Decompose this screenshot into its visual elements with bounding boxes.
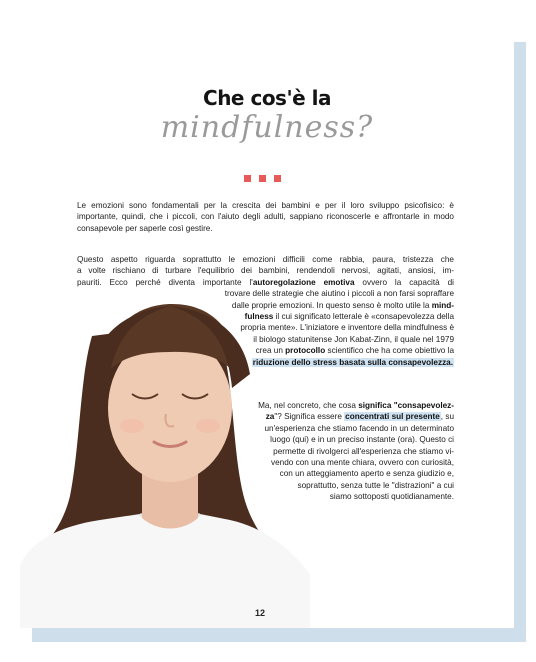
text-line	[77, 277, 454, 288]
paragraph-intro: Le emozioni sono fondamentali per la crescita dei bambini e per il loro sviluppo psicofisico: è importante, quindi, che i piccoli, con l'aiuto degli adulti, sappiano riconoscerle e affrontarle in modo consapevole per saperle così gestire.	[77, 201, 454, 233]
book-page	[20, 28, 514, 628]
bold-term: significa	[358, 401, 392, 410]
highlighted-term: riduzione dello stress basata sulla consapevolezza.	[252, 357, 453, 367]
text-span: dalle proprie emozioni. In questo senso è molto utile la	[231, 300, 432, 310]
text-span: Ma, nel concreto, che cosa	[258, 401, 359, 410]
text-line: un'esperienza che stiamo facendo in un determinato	[264, 423, 454, 433]
text-span: il cui significato letterale è «consapevolezza della	[273, 312, 454, 322]
page-title: Che cos'è la	[203, 86, 331, 110]
girl-illustration	[20, 296, 310, 628]
text-line: propria mente». L'iniziatore e inventore della mindfulness è	[240, 323, 454, 333]
dot-icon	[244, 175, 251, 182]
text-span: scientifico che ha come obiettivo la	[325, 346, 454, 356]
text-span: crea un	[255, 346, 286, 356]
bold-term: protocollo	[285, 346, 326, 356]
text-line: con un atteggiamento aperto e senza giudizio e,	[279, 469, 454, 479]
text-line: siamo sottoposti quotidianamente.	[329, 492, 454, 502]
text-span: pauriti. Ecco perché diventa importante l'	[77, 277, 253, 287]
dot-icon	[259, 175, 266, 182]
text-line: a volte rischiano di turbare l'equilibrio dei bambini, rendendoli nervosi, agitati, ansiosi, im-	[77, 266, 454, 276]
bold-term: autoregolazione emotiva	[252, 277, 355, 287]
text-line: soprattutto, senza tutte le "distrazioni" a cui	[297, 480, 454, 490]
text-line: Questo aspetto riguarda soprattutto le emozioni difficili come rabbia, paura, tristezza che	[77, 255, 454, 264]
text-line: permette di rivolgerci all'esperienza che stiamo vi-	[273, 446, 454, 456]
text-span: , su	[440, 412, 454, 422]
dot-icon	[274, 175, 281, 182]
text-line: luogo (qui) e in un preciso instante (ora). Questo ci	[270, 435, 454, 445]
text-line: trovare delle strategie che aiutino i piccoli a non farsi sopraffare	[224, 289, 454, 299]
text-line: il biologo statunitense Jon Kabat-Zinn, il quale nel 1979	[253, 334, 454, 344]
highlighted-term: concentrati sul presente	[345, 412, 440, 422]
text-line: vendo con una mente chiara, ovvero con curiosità,	[271, 458, 454, 468]
text-span: "? Significa essere	[274, 412, 345, 422]
page-number: 12	[255, 608, 266, 618]
bold-term: fulness	[244, 312, 274, 322]
decorative-dots	[244, 169, 289, 187]
bold-term: za	[265, 412, 275, 422]
text-span: ovvero la capacità di	[354, 277, 454, 287]
bold-term: "consapevolez-	[391, 401, 454, 410]
bold-term: mind-	[431, 300, 454, 310]
page-subtitle: mindfulness?	[160, 110, 374, 145]
